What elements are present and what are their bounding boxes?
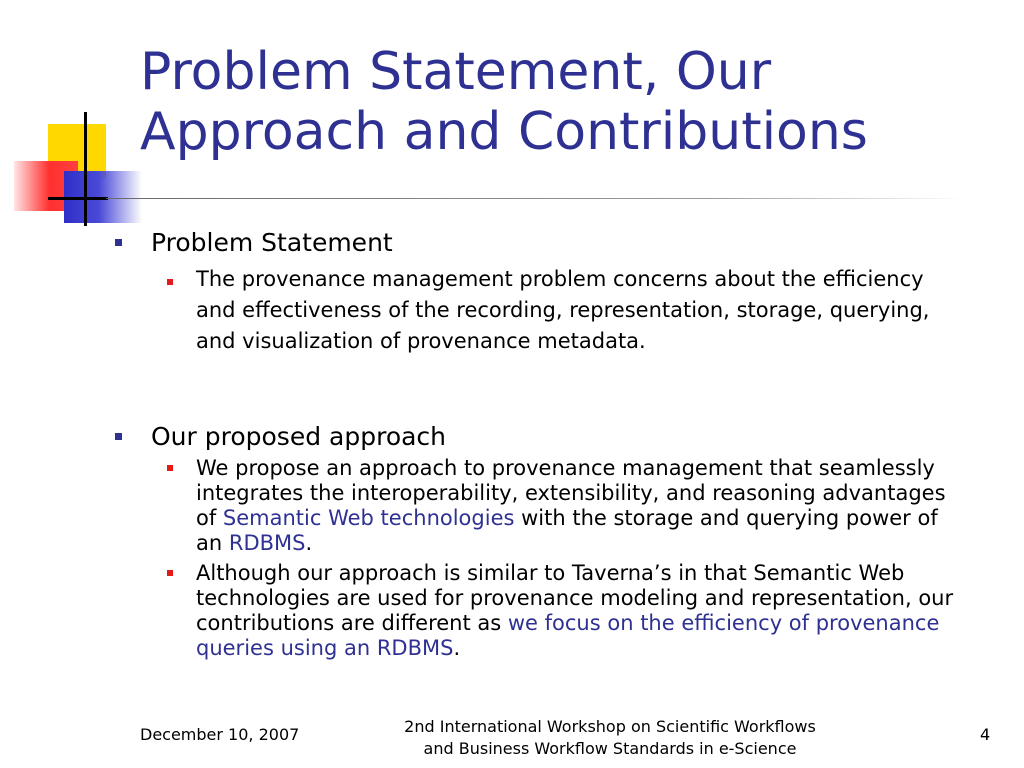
footer-event-line-1: 2nd International Workshop on Scientific Workflows — [404, 717, 816, 736]
horizontal-line-decoration — [48, 197, 108, 200]
footer-event-line-2: and Business Workflow Standards in e-Science — [423, 739, 797, 758]
bullet-problem-statement — [115, 228, 975, 258]
bullet-heading: Problem Statement — [151, 228, 393, 257]
sub-bullet-text: The provenance management problem concerns about the efficiency and effectiveness of the recording, representation, storage, querying, and visualization of provenance metadata. — [196, 267, 930, 353]
square-bullet-icon — [115, 433, 122, 440]
footer-event — [350, 716, 870, 760]
sub-bullet-problem — [167, 264, 957, 357]
highlight-semantic-web: Semantic Web technologies — [222, 506, 515, 530]
square-bullet-icon — [115, 239, 122, 246]
text-run: with the storage and querying power of an — [196, 506, 938, 555]
title-divider-line — [106, 198, 966, 199]
bullet-proposed-approach — [115, 422, 975, 452]
square-bullet-icon — [167, 570, 173, 576]
text-run: We propose an approach to provenance management that seamlessly integrates the interoperability, extensibility, and reasoning advantages of — [196, 456, 946, 530]
square-bullet-icon — [167, 465, 173, 471]
title-line-1: Problem Statement, Our — [140, 42, 772, 102]
title-line-2: Approach and Contributions — [140, 102, 868, 162]
text-run: Although our approach is similar to Taverna’s in that Semantic Web technologies are used for provenance modeling and representation, our contributions are different as — [196, 561, 954, 635]
sub-bullet-text — [196, 561, 957, 661]
sub-bullet-contributions — [167, 561, 957, 661]
slide-title — [140, 42, 1000, 162]
square-bullet-icon — [167, 279, 173, 285]
footer-date: December 10, 2007 — [140, 725, 300, 744]
sub-bullet-approach — [167, 456, 957, 556]
highlight-focus: we focus on the efficiency of provenance queries using an RDBMS — [196, 611, 940, 660]
highlight-rdbms: RDBMS — [228, 531, 306, 555]
bullet-heading: Our proposed approach — [151, 422, 447, 451]
text-run: . — [453, 636, 461, 660]
page-number: 4 — [980, 725, 991, 744]
text-run: . — [305, 531, 313, 555]
sub-bullet-text — [196, 456, 957, 556]
vertical-line-decoration — [84, 112, 87, 226]
